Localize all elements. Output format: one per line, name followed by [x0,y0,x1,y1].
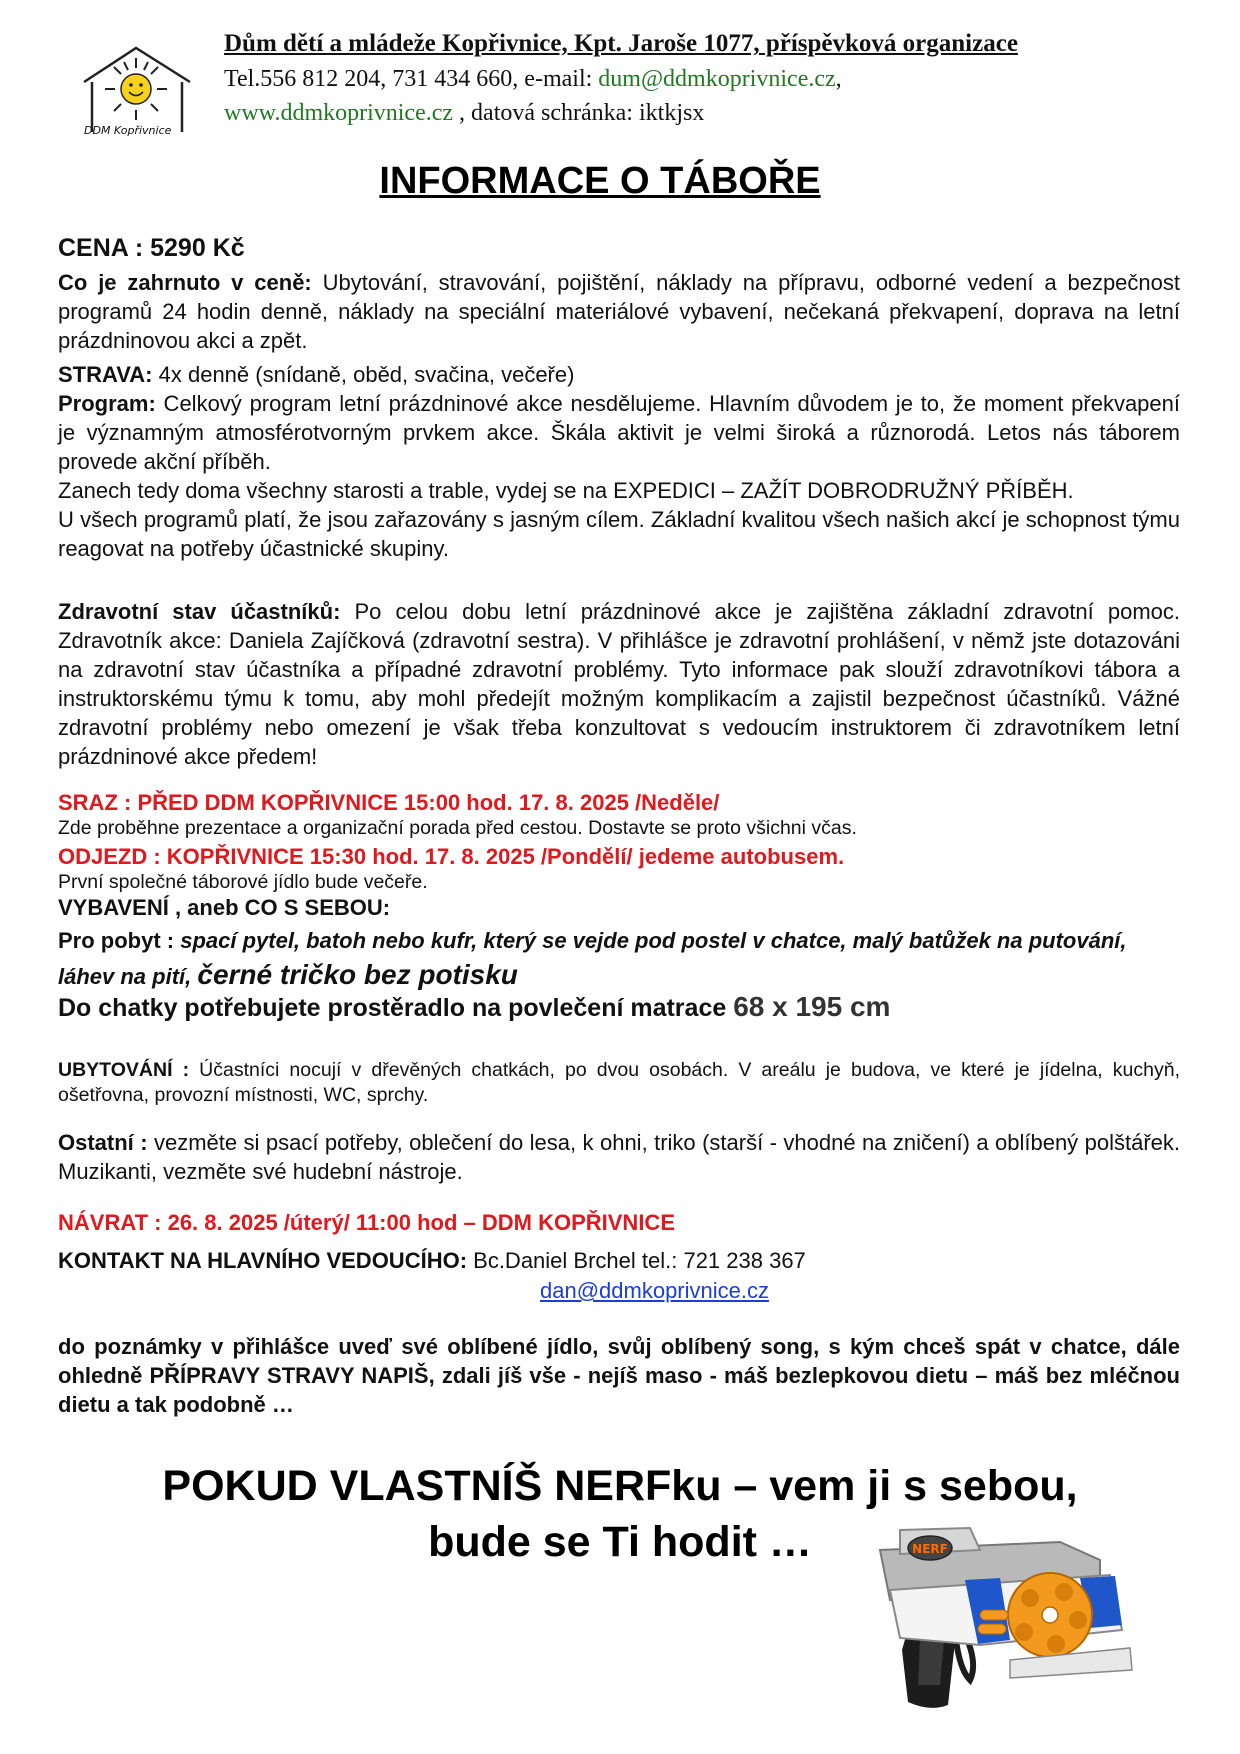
contact-line [58,1246,1180,1275]
included-text: Ubytování, stravování, pojištění, náklady na přípravu, odborné vedení a bezpečnost programů 24 hodin denně, náklady na speciální materiálové vybavení, nečekaná překvapení, doprava na letní prázdninovou akci a zpět. [58,270,1180,353]
tshirt-requirement: černé tričko bez potisku [197,959,518,990]
included-paragraph [58,268,1180,355]
logo-caption: DDM Kopřivnice [84,124,172,137]
org-email-link[interactable]: dum@ddmkoprivnice.cz [598,66,836,92]
program-text-2: Zanech tedy doma všechny starosti a trable, vydej se na EXPEDICI – ZAŽÍT DOBRODRUŽNÝ PŘÍBĚH. [58,478,1074,503]
departure-info: ODJEZD : KOPŘIVNICE 15:30 hod. 17. 8. 2025 /Pondělí/ jedeme autobusem. [58,844,845,869]
contact-label: KONTAKT NA HLAVNÍHO VEDOUCÍHO: [58,1248,468,1273]
meeting-note: Zde proběhne prezentace a organizační porada před cestou. Dostavte se proto všichni včas. [58,817,857,839]
bedding-text: Do chatky potřebujete prostěradlo na povlečení matrace [58,994,734,1022]
pobyt-label: Pro pobyt : [58,928,181,953]
other-label: Ostatní : [58,1130,148,1155]
departure-note: První společné táborové jídlo bude večeře. [58,871,428,893]
accommodation-text: Účastníci nocují v dřevěných chatkách, po dvou osobách. V areálu je budova, ve které je jídelna, kuchyň, ošetřovna, provozní místnosti, WC, sprchy. [58,1059,1180,1106]
accommodation-paragraph [58,1058,1180,1108]
contact-email-link[interactable]: dan@ddmkoprivnice.cz [540,1278,769,1303]
databox: , datová schránka: iktkjsx [453,100,705,126]
program-text-3: U všech programů platí, že jsou zařazovány s jasným cílem. Základní kvalitou všech našich akcí je schopnost týmu reagovat na potřeby účastnické skupiny. [58,507,1180,561]
contact-person: Bc.Daniel Brchel tel.: 721 238 367 [467,1248,806,1273]
other-paragraph [58,1128,1180,1186]
health-label: Zdravotní stav účastníků: [58,599,341,624]
accommodation-label: UBYTOVÁNÍ : [58,1059,190,1081]
price: CENA : 5290 Kč [58,234,245,262]
strava-text: 4x denně (snídaně, oběd, svačina, večeře) [152,362,575,387]
nerf-subline: bude se Ti hodit … [428,1518,812,1566]
notes-paragraph: do poznámky v přihlášce uveď své oblíbené jídlo, svůj oblíbený song, s kým chceš spát v chatce, dále ohledně PŘÍPRAVY STRAVY NAPIŠ, zdali jíš vše - nejíš maso - máš bezlepkovou dietu – máš bez mléčnou dietu a tak podobně … [58,1334,1180,1417]
bedding-requirement [58,992,1180,1023]
program-paragraph [58,389,1180,563]
website-link[interactable]: www.ddmkoprivnice.cz [224,100,454,126]
return-info: NÁVRAT : 26. 8. 2025 /úterý/ 11:00 hod – DDM KOPŘIVNICE [58,1210,675,1235]
contact-phones: Tel.556 812 204, 731 434 660, e-mail: [224,66,599,92]
pobyt-items: spací pytel, batoh nebo kufr, který se vejde pod postel v chatce, malý batůžek na putování, láhev na pití, [58,928,1127,989]
nerf-blaster-image [860,1520,1140,1715]
equipment-heading: VYBAVENÍ , aneb CO S SEBOU: [58,895,391,920]
contact-email-line [540,1276,940,1305]
org-contact [224,66,842,93]
strava-paragraph [58,360,1180,389]
strava-label: STRAVA: [58,362,153,387]
org-name: Dům dětí a mládeže Kopřivnice, Kpt. Jaroše 1077, příspěvková organizace [224,30,1018,57]
contact-suffix: , [835,66,842,92]
program-label: Program: [58,391,156,416]
page-title: INFORMACE O TÁBOŘE [379,160,821,202]
nerf-headline: POKUD VLASTNÍŠ NERFku – vem ji s sebou, [162,1462,1078,1510]
mattress-size: 68 x 195 cm [733,991,891,1022]
meeting-info: SRAZ : PŘED DDM KOPŘIVNICE 15:00 hod. 17. 8. 2025 /Neděle/ [58,790,720,815]
health-text: Po celou dobu letní prázdninové akce je zajištěna základní zdravotní pomoc. Zdravotník akce: Daniela Zajíčková (zdravotní sestra). V přihlášce je zdravotní prohlášení, v němž jste dotazováni na zdravotní stav účastníka a případné zdravotní problémy. Tyto informace pak slouží zdravotníkovi tábora a instruktorskému týmu k tomu, aby mohl předejít možným komplikacím a zajistil bezpečnost účastníků. Vážné zdravotní problémy nebo omezení je však třeba konzultovat s vedoucím instruktorem či zdravotníkem letní prázdninové akce předem! [58,599,1180,769]
equipment-list [58,924,1180,994]
health-paragraph [58,597,1180,771]
included-label: Co je zahrnuto v ceně: [58,270,312,295]
program-text-1: Celkový program letní prázdninové akce nesdělujeme. Hlavním důvodem je to, že moment překvapení je významným atmosférotvorným prvkem akce. Škála aktivit je velmi široká a různorodá. Letos nás táborem provede akční příběh. [58,391,1180,474]
org-web [224,100,704,127]
other-text: vezměte si psací potřeby, oblečení do lesa, k ohni, triko (starší - vhodné na zničení) a oblíbený polštářek. Muzikanti, vezměte své hudební nástroje. [58,1130,1180,1184]
nerf-logo-text: NERF [912,1542,948,1556]
